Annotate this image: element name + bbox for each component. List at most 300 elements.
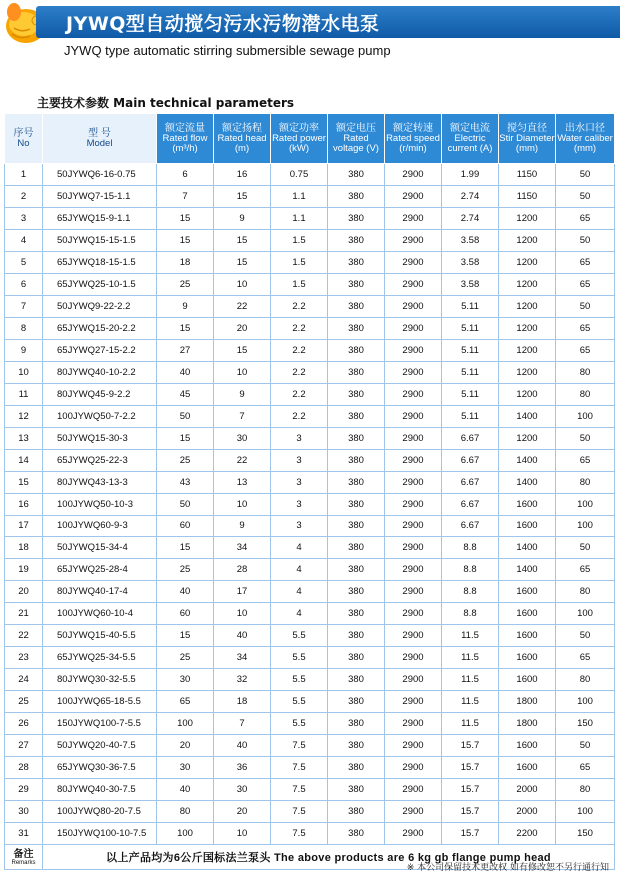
table-cell: 5.5 — [271, 625, 328, 647]
table-row — [5, 669, 615, 691]
table-cell: 1 — [5, 164, 43, 186]
table-cell: 2900 — [385, 647, 442, 669]
table-cell: 2900 — [385, 581, 442, 603]
table-cell: 2900 — [385, 471, 442, 493]
column-header-en: Rated speed (r/min) — [386, 132, 440, 154]
table-cell: 6 — [5, 273, 43, 295]
table-cell: 1400 — [499, 449, 556, 471]
model-cell: 80JYWQ40-30-7.5 — [43, 779, 157, 801]
table-cell: 10 — [214, 493, 271, 515]
table-cell: 6.67 — [442, 493, 499, 515]
table-cell: 380 — [328, 581, 385, 603]
table-cell: 7 — [214, 405, 271, 427]
table-cell: 1200 — [499, 273, 556, 295]
table-cell: 80 — [556, 383, 615, 405]
column-header-cn: 型 号 — [88, 127, 111, 139]
table-cell: 40 — [214, 625, 271, 647]
table-cell: 40 — [157, 581, 214, 603]
table-cell: 15 — [5, 471, 43, 493]
table-cell: 1.99 — [442, 164, 499, 186]
table-row — [5, 625, 615, 647]
table-cell: 0.75 — [271, 164, 328, 186]
model-cell: 50JYWQ15-30-3 — [43, 427, 157, 449]
banner — [0, 0, 623, 64]
table-cell: 5.11 — [442, 405, 499, 427]
table-cell: 13 — [5, 427, 43, 449]
table-cell: 11 — [5, 383, 43, 405]
table-cell: 2900 — [385, 273, 442, 295]
table-cell: 25 — [157, 647, 214, 669]
table-row — [5, 251, 615, 273]
model-cell: 50JYWQ15-34-4 — [43, 537, 157, 559]
table-cell: 15 — [157, 625, 214, 647]
table-cell: 2900 — [385, 713, 442, 735]
table-cell: 380 — [328, 164, 385, 186]
table-row — [5, 559, 615, 581]
table-cell: 7.5 — [271, 801, 328, 823]
table-cell: 17 — [214, 581, 271, 603]
table-cell: 7.5 — [271, 823, 328, 845]
model-cell: 80JYWQ40-17-4 — [43, 581, 157, 603]
column-header-cn: 额定扬程 — [222, 122, 262, 134]
model-cell: 50JYWQ7-15-1.1 — [43, 185, 157, 207]
table-cell: 11.5 — [442, 669, 499, 691]
table-cell: 15.7 — [442, 779, 499, 801]
table-row — [5, 801, 615, 823]
table-row — [5, 757, 615, 779]
table-cell: 9 — [214, 383, 271, 405]
table-cell: 26 — [5, 713, 43, 735]
table-cell: 50 — [556, 185, 615, 207]
table-cell: 15 — [157, 207, 214, 229]
column-header-cn: 额定功率 — [279, 122, 319, 134]
column-header-en: Electric current (A) — [447, 132, 493, 154]
table-cell: 2000 — [499, 801, 556, 823]
table-cell: 2900 — [385, 669, 442, 691]
table-cell: 2900 — [385, 823, 442, 845]
table-cell: 18 — [5, 537, 43, 559]
table-cell: 3 — [271, 427, 328, 449]
table-cell: 2900 — [385, 207, 442, 229]
page-title: JYWQ型自动搅匀污水污物潜水电泵 — [66, 13, 380, 35]
table-cell: 25 — [157, 559, 214, 581]
table-cell: 100 — [157, 823, 214, 845]
table-cell: 380 — [328, 273, 385, 295]
table-cell: 8 — [5, 317, 43, 339]
table-cell: 2.2 — [271, 405, 328, 427]
column-header-cn: 额定电压 — [336, 122, 376, 134]
table-cell: 15 — [157, 229, 214, 251]
table-row — [5, 493, 615, 515]
table-cell: 7.5 — [271, 757, 328, 779]
table-cell: 60 — [157, 603, 214, 625]
model-cell: 65JYWQ30-36-7.5 — [43, 757, 157, 779]
table-cell: 80 — [556, 669, 615, 691]
table-cell: 15.7 — [442, 735, 499, 757]
remarks-label-en: Remarks — [11, 859, 36, 866]
column-header-en: No — [17, 137, 30, 149]
table-cell: 380 — [328, 361, 385, 383]
table-row — [5, 185, 615, 207]
table-cell: 80 — [556, 361, 615, 383]
table-cell: 100 — [556, 603, 615, 625]
table-cell: 8.8 — [442, 537, 499, 559]
table-cell: 65 — [556, 251, 615, 273]
table-row — [5, 581, 615, 603]
model-cell: 100JYWQ50-10-3 — [43, 493, 157, 515]
table-cell: 150 — [556, 823, 615, 845]
table-cell: 1.1 — [271, 185, 328, 207]
table-cell: 6 — [157, 164, 214, 186]
table-cell: 65 — [556, 647, 615, 669]
column-header-en: Rated head (m) — [217, 132, 267, 154]
table-cell: 2.2 — [271, 317, 328, 339]
model-cell: 100JYWQ60-9-3 — [43, 515, 157, 537]
table-cell: 100 — [556, 493, 615, 515]
table-cell: 1.5 — [271, 273, 328, 295]
model-cell: 65JYWQ15-9-1.1 — [43, 207, 157, 229]
table-cell: 380 — [328, 801, 385, 823]
column-header-en: Rated flow (m³/h) — [162, 132, 208, 154]
table-row — [5, 603, 615, 625]
table-cell: 380 — [328, 779, 385, 801]
model-cell: 50JYWQ15-40-5.5 — [43, 625, 157, 647]
table-cell: 2.2 — [271, 361, 328, 383]
table-cell: 380 — [328, 625, 385, 647]
table-cell: 4 — [271, 603, 328, 625]
table-cell: 1150 — [499, 185, 556, 207]
table-cell: 65 — [556, 757, 615, 779]
table-cell: 1.5 — [271, 229, 328, 251]
remarks-label-cell — [5, 845, 43, 870]
table-cell: 12 — [5, 405, 43, 427]
table-cell: 100 — [556, 801, 615, 823]
table-cell: 3.58 — [442, 273, 499, 295]
table-cell: 50 — [556, 537, 615, 559]
table-cell: 4 — [271, 537, 328, 559]
table-cell: 2900 — [385, 339, 442, 361]
table-cell: 3.58 — [442, 229, 499, 251]
table-cell: 8.8 — [442, 559, 499, 581]
table-cell: 5.11 — [442, 295, 499, 317]
table-cell: 2900 — [385, 625, 442, 647]
table-cell: 80 — [556, 779, 615, 801]
table-row — [5, 779, 615, 801]
table-cell: 2900 — [385, 383, 442, 405]
table-cell: 100 — [157, 713, 214, 735]
table-cell: 8.8 — [442, 581, 499, 603]
table-cell: 1600 — [499, 669, 556, 691]
table-cell: 2900 — [385, 295, 442, 317]
table-cell: 380 — [328, 823, 385, 845]
table-cell: 30 — [157, 669, 214, 691]
table-cell: 2.2 — [271, 295, 328, 317]
table-cell: 10 — [214, 823, 271, 845]
table-cell: 6.67 — [442, 515, 499, 537]
table-cell: 10 — [214, 273, 271, 295]
remarks-label-cn: 备注 — [13, 848, 34, 860]
table-cell: 10 — [214, 361, 271, 383]
table-cell: 65 — [556, 559, 615, 581]
table-cell: 1200 — [499, 383, 556, 405]
table-row — [5, 515, 615, 537]
table-cell: 5.11 — [442, 339, 499, 361]
table-cell: 2000 — [499, 779, 556, 801]
table-cell: 10 — [214, 603, 271, 625]
remarks-text: 以上产品均为6公斤国标法兰泵头 The above products are 6 kg gb flange pump head — [43, 845, 615, 870]
table-cell: 18 — [214, 691, 271, 713]
column-header — [43, 114, 157, 164]
table-cell: 7 — [157, 185, 214, 207]
table-cell: 3 — [271, 493, 328, 515]
table-cell: 2900 — [385, 537, 442, 559]
model-cell: 80JYWQ43-13-3 — [43, 471, 157, 493]
table-cell: 20 — [5, 581, 43, 603]
table-cell: 1400 — [499, 471, 556, 493]
table-body — [5, 164, 615, 845]
table-cell: 380 — [328, 757, 385, 779]
column-header — [499, 114, 556, 164]
table-cell: 50 — [556, 229, 615, 251]
table-cell: 1400 — [499, 559, 556, 581]
table-cell: 380 — [328, 295, 385, 317]
parameters-table-wrapper — [4, 113, 614, 870]
table-cell: 34 — [214, 537, 271, 559]
table-cell: 15.7 — [442, 801, 499, 823]
table-cell: 14 — [5, 449, 43, 471]
model-cell: 65JYWQ25-10-1.5 — [43, 273, 157, 295]
table-cell: 2900 — [385, 779, 442, 801]
table-cell: 380 — [328, 229, 385, 251]
column-header-cn: 额定流量 — [165, 122, 205, 134]
table-cell: 1600 — [499, 603, 556, 625]
table-cell: 2900 — [385, 317, 442, 339]
table-row — [5, 229, 615, 251]
table-row — [5, 207, 615, 229]
table-header-row — [5, 114, 615, 164]
table-cell: 380 — [328, 449, 385, 471]
table-cell: 2900 — [385, 559, 442, 581]
column-header-en: Rated voltage (V) — [333, 132, 379, 154]
table-cell: 2.74 — [442, 185, 499, 207]
table-cell: 9 — [214, 515, 271, 537]
parameters-table — [4, 113, 615, 870]
table-cell: 21 — [5, 603, 43, 625]
table-cell: 2900 — [385, 801, 442, 823]
table-cell: 18 — [157, 251, 214, 273]
column-header-cn: 搅匀直径 — [507, 122, 547, 134]
column-header — [157, 114, 214, 164]
table-cell: 1600 — [499, 757, 556, 779]
column-header-cn: 额定电流 — [450, 122, 490, 134]
table-row — [5, 164, 615, 186]
table-cell: 380 — [328, 537, 385, 559]
table-cell: 2900 — [385, 185, 442, 207]
table-cell: 7 — [5, 295, 43, 317]
table-row — [5, 823, 615, 845]
table-cell: 5.5 — [271, 691, 328, 713]
table-cell: 100 — [556, 691, 615, 713]
table-cell: 1400 — [499, 537, 556, 559]
table-cell: 1600 — [499, 647, 556, 669]
table-cell: 1150 — [499, 164, 556, 186]
table-cell: 2200 — [499, 823, 556, 845]
table-row — [5, 449, 615, 471]
table-row — [5, 317, 615, 339]
table-row — [5, 735, 615, 757]
table-cell: 2 — [5, 185, 43, 207]
table-cell: 2900 — [385, 361, 442, 383]
table-cell: 50 — [157, 493, 214, 515]
table-cell: 5.11 — [442, 317, 499, 339]
model-cell: 65JYWQ25-34-5.5 — [43, 647, 157, 669]
table-cell: 80 — [556, 581, 615, 603]
table-cell: 80 — [157, 801, 214, 823]
table-cell: 2900 — [385, 735, 442, 757]
table-cell: 6.67 — [442, 449, 499, 471]
column-header — [271, 114, 328, 164]
table-cell: 60 — [157, 515, 214, 537]
table-cell: 50 — [556, 427, 615, 449]
table-cell: 1200 — [499, 427, 556, 449]
table-cell: 22 — [214, 449, 271, 471]
table-cell: 5.11 — [442, 383, 499, 405]
table-cell: 15 — [157, 427, 214, 449]
table-cell: 50 — [157, 405, 214, 427]
table-cell: 1600 — [499, 735, 556, 757]
table-row — [5, 361, 615, 383]
table-row — [5, 295, 615, 317]
table-cell: 1600 — [499, 625, 556, 647]
table-cell: 380 — [328, 713, 385, 735]
model-cell: 50JYWQ20-40-7.5 — [43, 735, 157, 757]
column-header-en: Water caliber (mm) — [557, 132, 613, 154]
model-cell: 80JYWQ30-32-5.5 — [43, 669, 157, 691]
table-cell: 20 — [157, 735, 214, 757]
model-cell: 100JYWQ60-10-4 — [43, 603, 157, 625]
table-cell: 28 — [5, 757, 43, 779]
table-cell: 1600 — [499, 581, 556, 603]
table-cell: 30 — [5, 801, 43, 823]
table-cell: 9 — [5, 339, 43, 361]
column-header — [214, 114, 271, 164]
column-header-cn: 出水口径 — [565, 122, 605, 134]
table-cell: 15.7 — [442, 823, 499, 845]
table-cell: 100 — [556, 515, 615, 537]
table-cell: 380 — [328, 515, 385, 537]
model-cell: 150JYWQ100-7-5.5 — [43, 713, 157, 735]
table-row — [5, 405, 615, 427]
table-cell: 29 — [5, 779, 43, 801]
table-cell: 23 — [5, 647, 43, 669]
table-cell: 7.5 — [271, 779, 328, 801]
table-cell: 22 — [214, 295, 271, 317]
table-cell: 16 — [5, 493, 43, 515]
table-cell: 3 — [5, 207, 43, 229]
table-cell: 65 — [556, 273, 615, 295]
table-cell: 1200 — [499, 361, 556, 383]
table-cell: 380 — [328, 317, 385, 339]
table-cell: 4 — [271, 581, 328, 603]
table-cell: 380 — [328, 427, 385, 449]
table-cell: 30 — [157, 757, 214, 779]
table-cell: 380 — [328, 735, 385, 757]
column-header-en: Model — [86, 137, 113, 149]
table-cell: 27 — [5, 735, 43, 757]
table-cell: 3.58 — [442, 251, 499, 273]
table-cell: 11.5 — [442, 713, 499, 735]
table-cell: 9 — [157, 295, 214, 317]
table-cell: 30 — [214, 427, 271, 449]
table-cell: 32 — [214, 669, 271, 691]
table-cell: 24 — [5, 669, 43, 691]
column-header — [5, 114, 43, 164]
model-cell: 80JYWQ45-9-2.2 — [43, 383, 157, 405]
table-cell: 2.2 — [271, 383, 328, 405]
table-cell: 65 — [556, 317, 615, 339]
table-cell: 2900 — [385, 449, 442, 471]
table-cell: 1600 — [499, 493, 556, 515]
model-cell: 80JYWQ40-10-2.2 — [43, 361, 157, 383]
column-header-cn: 序号 — [13, 127, 34, 139]
table-cell: 100 — [556, 405, 615, 427]
table-cell: 50 — [556, 625, 615, 647]
model-cell: 65JYWQ18-15-1.5 — [43, 251, 157, 273]
table-cell: 3 — [271, 449, 328, 471]
table-cell: 380 — [328, 603, 385, 625]
table-cell: 2900 — [385, 603, 442, 625]
table-cell: 80 — [556, 471, 615, 493]
table-cell: 36 — [214, 757, 271, 779]
table-cell: 25 — [5, 691, 43, 713]
column-header-en: Stir Diameter (mm) — [499, 132, 555, 154]
model-cell: 50JYWQ6-16-0.75 — [43, 164, 157, 186]
table-cell: 380 — [328, 669, 385, 691]
table-cell: 1200 — [499, 317, 556, 339]
column-header-cn: 额定转速 — [393, 122, 433, 134]
table-cell: 7 — [214, 713, 271, 735]
column-header — [328, 114, 385, 164]
table-cell: 380 — [328, 185, 385, 207]
table-cell: 5.11 — [442, 361, 499, 383]
table-row — [5, 383, 615, 405]
table-cell: 16 — [214, 164, 271, 186]
table-cell: 20 — [214, 801, 271, 823]
table-row — [5, 713, 615, 735]
table-cell: 25 — [157, 273, 214, 295]
model-cell: 65JYWQ25-28-4 — [43, 559, 157, 581]
table-cell: 5.5 — [271, 669, 328, 691]
table-cell: 150 — [556, 713, 615, 735]
table-cell: 2900 — [385, 515, 442, 537]
table-cell: 19 — [5, 559, 43, 581]
page-subtitle: JYWQ type automatic stirring submersible sewage pump — [64, 43, 391, 58]
table-cell: 380 — [328, 471, 385, 493]
table-cell: 1800 — [499, 691, 556, 713]
table-cell: 27 — [157, 339, 214, 361]
table-cell: 34 — [214, 647, 271, 669]
table-cell: 380 — [328, 647, 385, 669]
table-cell: 1.5 — [271, 251, 328, 273]
model-cell: 150JYWQ100-10-7.5 — [43, 823, 157, 845]
model-cell: 50JYWQ9-22-2.2 — [43, 295, 157, 317]
table-row — [5, 537, 615, 559]
table-cell: 380 — [328, 207, 385, 229]
table-cell: 3 — [271, 471, 328, 493]
table-cell: 65 — [556, 339, 615, 361]
column-header — [385, 114, 442, 164]
table-cell: 65 — [157, 691, 214, 713]
